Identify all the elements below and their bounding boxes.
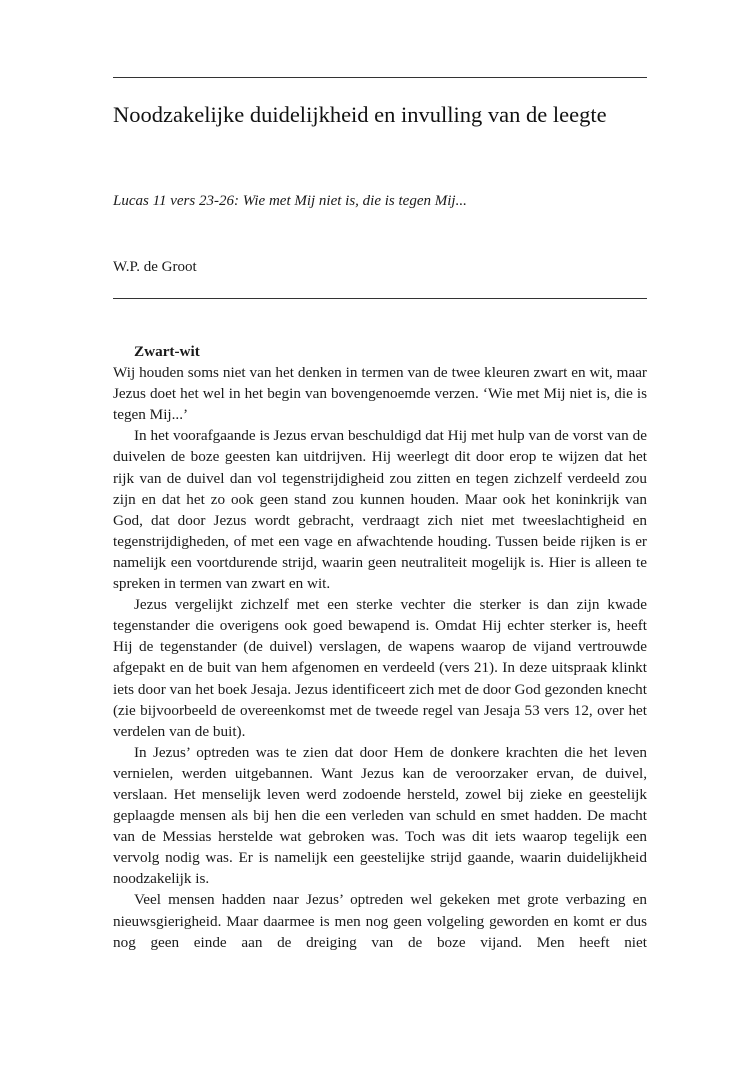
paragraph: In Jezus’ optreden was te zien dat door Hem de donkere krachten die het leven vernielen, werden uitgebannen. Want Jezus kan de veroorzaker ervan, de duivel, verslaan. Het menselijk leven werd zodoende hersteld, zowel bij zieke en geestelijk geplaagde mensen als bij hen die een verleden van schuld en smet hadden. De macht van de Messias herstelde wat gebroken was. Toch was dit iets waarop tegelijk een vervolg nodig was. Er is namelijk een geestelijke strijd gaande, waarin duidelijkheid noodzakelijk is. xyxy=(113,743,647,888)
article-subtitle: Lucas 11 vers 23-26: Wie met Mij niet is, die is tegen Mij... xyxy=(113,193,467,209)
paragraph: Wij houden soms niet van het denken in termen van de twee kleuren zwart en wit, maar Jezus doet het wel in het begin van bovengenoemde verzen. ‘Wie met Mij niet is, die is tegen Mij...’ xyxy=(113,364,647,424)
article-author: W.P. de Groot xyxy=(113,259,197,275)
article-title: Noodzakelijke duidelijkheid en invulling van de leegte xyxy=(113,102,607,127)
top-rule xyxy=(113,77,647,78)
section-heading: Zwart-wit xyxy=(134,343,200,360)
article-body xyxy=(113,341,647,951)
paragraph: Jezus vergelijkt zichzelf met een sterke vechter die sterker is dan zijn kwade tegenstander die overigens ook goed bewapend is. Omdat Hij echter sterker is, heeft Hij de tegenstander (de duivel) verslagen, de wapens waarop de vijand vertrouwde afgepakt en de buit van hem afgenomen en verdeeld (vers 21). In deze uitspraak klinkt iets door van het boek Jesaja. Jezus identificeert zich met de door God gezonden knecht (zie bijvoorbeeld de overeenkomst met de tweede regel van Jesaja 53 vers 12, over het verdelen van de buit). xyxy=(113,596,647,740)
paragraph: Veel mensen hadden naar Jezus’ optreden wel gekeken met grote verbazing en nieuwsgierigheid. Maar daarmee is men nog geen volgeling geworden en komt er dus nog geen einde aan de dreiging van de boze vijand. Men heeft niet xyxy=(113,891,647,951)
paragraph: In het voorafgaande is Jezus ervan beschuldigd dat Hij met hulp van de vorst van de duivelen de boze geesten kan uitdrijven. Hij weerlegt dit door erop te wijzen dat het rijk van de duivel dan vol tegenstrijdigheid zou zitten en tegen zichzelf verdeeld zou zijn en dat het zo ook geen stand zou kunnen houden. Maar ook het koninkrijk van God, dat door Jezus wordt gebracht, verdraagt zich niet met tweeslachtigheid en tegenstrijdigheden, of met een vage en afwachtende houding. Tussen beide rijken is er namelijk een voortdurende strijd, waarin geen neutraliteit mogelijk is. Hier is alleen te spreken in termen van zwart en wit. xyxy=(113,427,647,593)
header-rule xyxy=(113,298,647,299)
